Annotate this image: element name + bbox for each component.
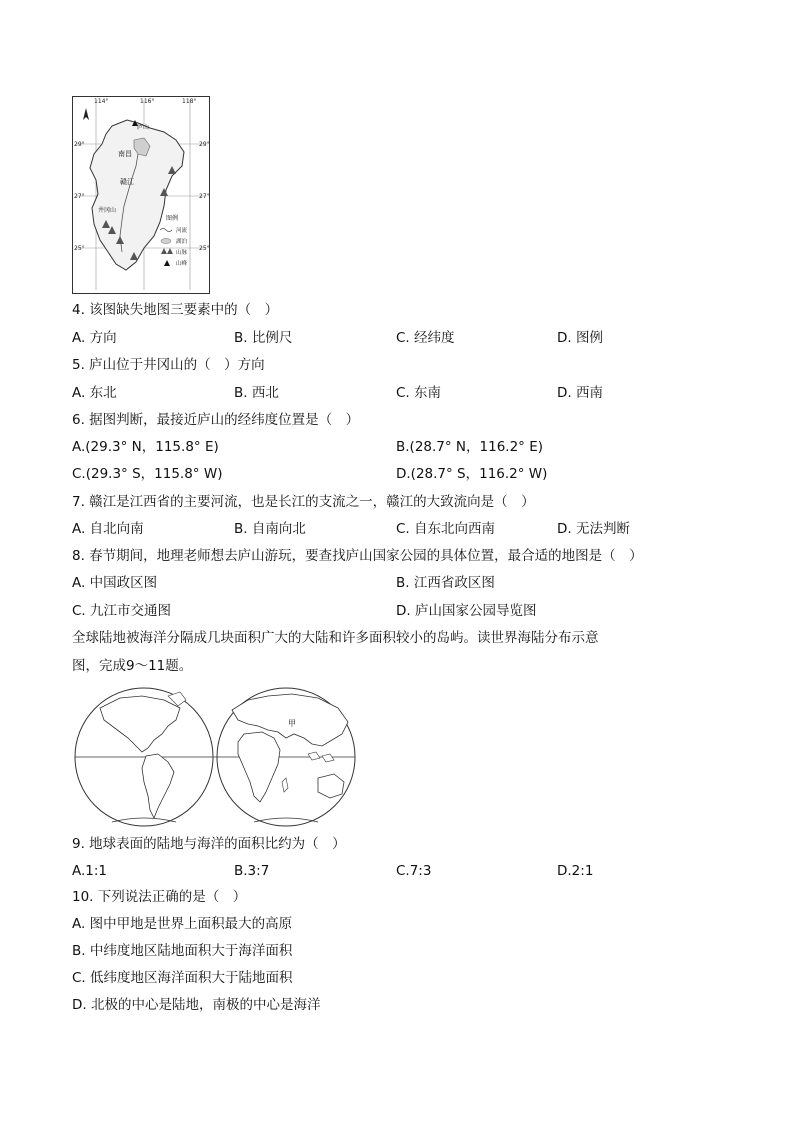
q5-option-c: C. 东南 [396,385,442,401]
legend-item: 河流 [176,228,188,234]
lon-label: 118° [182,98,197,105]
lat-label-right: 29° [199,141,210,148]
place-label: 南昌 [118,150,132,158]
legend-item: 湖泊 [176,239,188,245]
q4-option-a: A. 方向 [72,330,117,346]
q4-option-b: B. 比例尺 [234,330,293,346]
jiangxi-map-figure [72,96,210,294]
question-10-stem: 10. 下列说法正确的是（ ） [72,889,247,905]
place-label: 庐山 [137,124,150,131]
q6-option-b: B.(28.7° N，116.2° E) [396,439,544,455]
question-7-stem: 7. 赣江是江西省的主要河流，也是长江的支流之一，赣江的大致流向是（ ） [72,494,535,510]
lat-label: 25° [74,245,85,252]
q8-option-c: C. 九江市交通图 [72,603,172,619]
question-4-stem: 4. 该图缺失地图三要素中的（ ） [72,302,279,318]
q5-option-a: A. 东北 [72,385,117,401]
q5-option-b: B. 西北 [234,385,279,401]
lat-label: 29° [74,141,85,148]
question-5-stem: 5. 庐山位于井冈山的（ ）方向 [72,357,265,373]
q6-option-d: D.(28.7° S，116.2° W) [396,466,548,482]
q7-option-c: C. 自东北向西南 [396,521,496,537]
q8-option-b: B. 江西省政区图 [396,575,495,591]
q9-option-d: D.2:1 [557,863,594,879]
question-8-stem: 8. 春节期间，地理老师想去庐山游玩，要查找庐山国家公园的具体位置，最合适的地图是（ ） [72,548,643,564]
q7-option-d: D. 无法判断 [557,521,630,537]
lat-label-right: 25° [199,245,210,252]
q8-option-a: A. 中国政区图 [72,575,158,591]
legend-item: 山峰 [176,261,188,267]
legend-title: 图例 [166,215,179,222]
q6-option-c: C.(29.3° S，115.8° W) [72,466,223,482]
question-9-stem: 9. 地球表面的陆地与海洋的面积比约为（ ） [72,836,346,852]
q7-option-b: B. 自南向北 [234,521,306,537]
q10-option-d: D. 北极的中心是陆地，南极的中心是海洋 [72,997,321,1013]
lon-label: 116° [140,98,155,105]
lat-label: 27° [74,193,85,200]
label-jia: 甲 [288,719,296,728]
lon-label: 114° [94,98,109,105]
q10-option-a: A. 图中甲地是世界上面积最大的高原 [72,916,293,932]
q10-option-c: C. 低纬度地区海洋面积大于陆地面积 [72,970,293,986]
q9-option-a: A.1:1 [72,863,108,879]
world-map-figure [72,686,358,828]
lat-label-right: 27° [199,193,210,200]
q5-option-d: D. 西南 [557,385,603,401]
intro-line-1: 全球陆地被海洋分隔成几块面积广大的大陆和许多面积较小的岛屿。读世界海陆分布示意 [72,630,599,646]
q8-option-d: D. 庐山国家公园导览图 [396,603,537,619]
q10-option-b: B. 中纬度地区陆地面积大于海洋面积 [72,943,293,959]
q4-option-c: C. 经纬度 [396,330,455,346]
intro-line-2: 图，完成9～11题。 [72,658,193,674]
question-6-stem: 6. 据图判断，最接近庐山的经纬度位置是（ ） [72,412,360,428]
place-label: 井冈山 [98,207,117,214]
q4-option-d: D. 图例 [557,330,603,346]
legend-item: 山脉 [176,250,188,256]
q7-option-a: A. 自北向南 [72,521,144,537]
q9-option-c: C.7:3 [396,863,432,879]
q6-option-a: A.(29.3° N，115.8° E) [72,439,219,455]
place-label: 赣江 [120,178,134,186]
q9-option-b: B.3:7 [234,863,270,879]
